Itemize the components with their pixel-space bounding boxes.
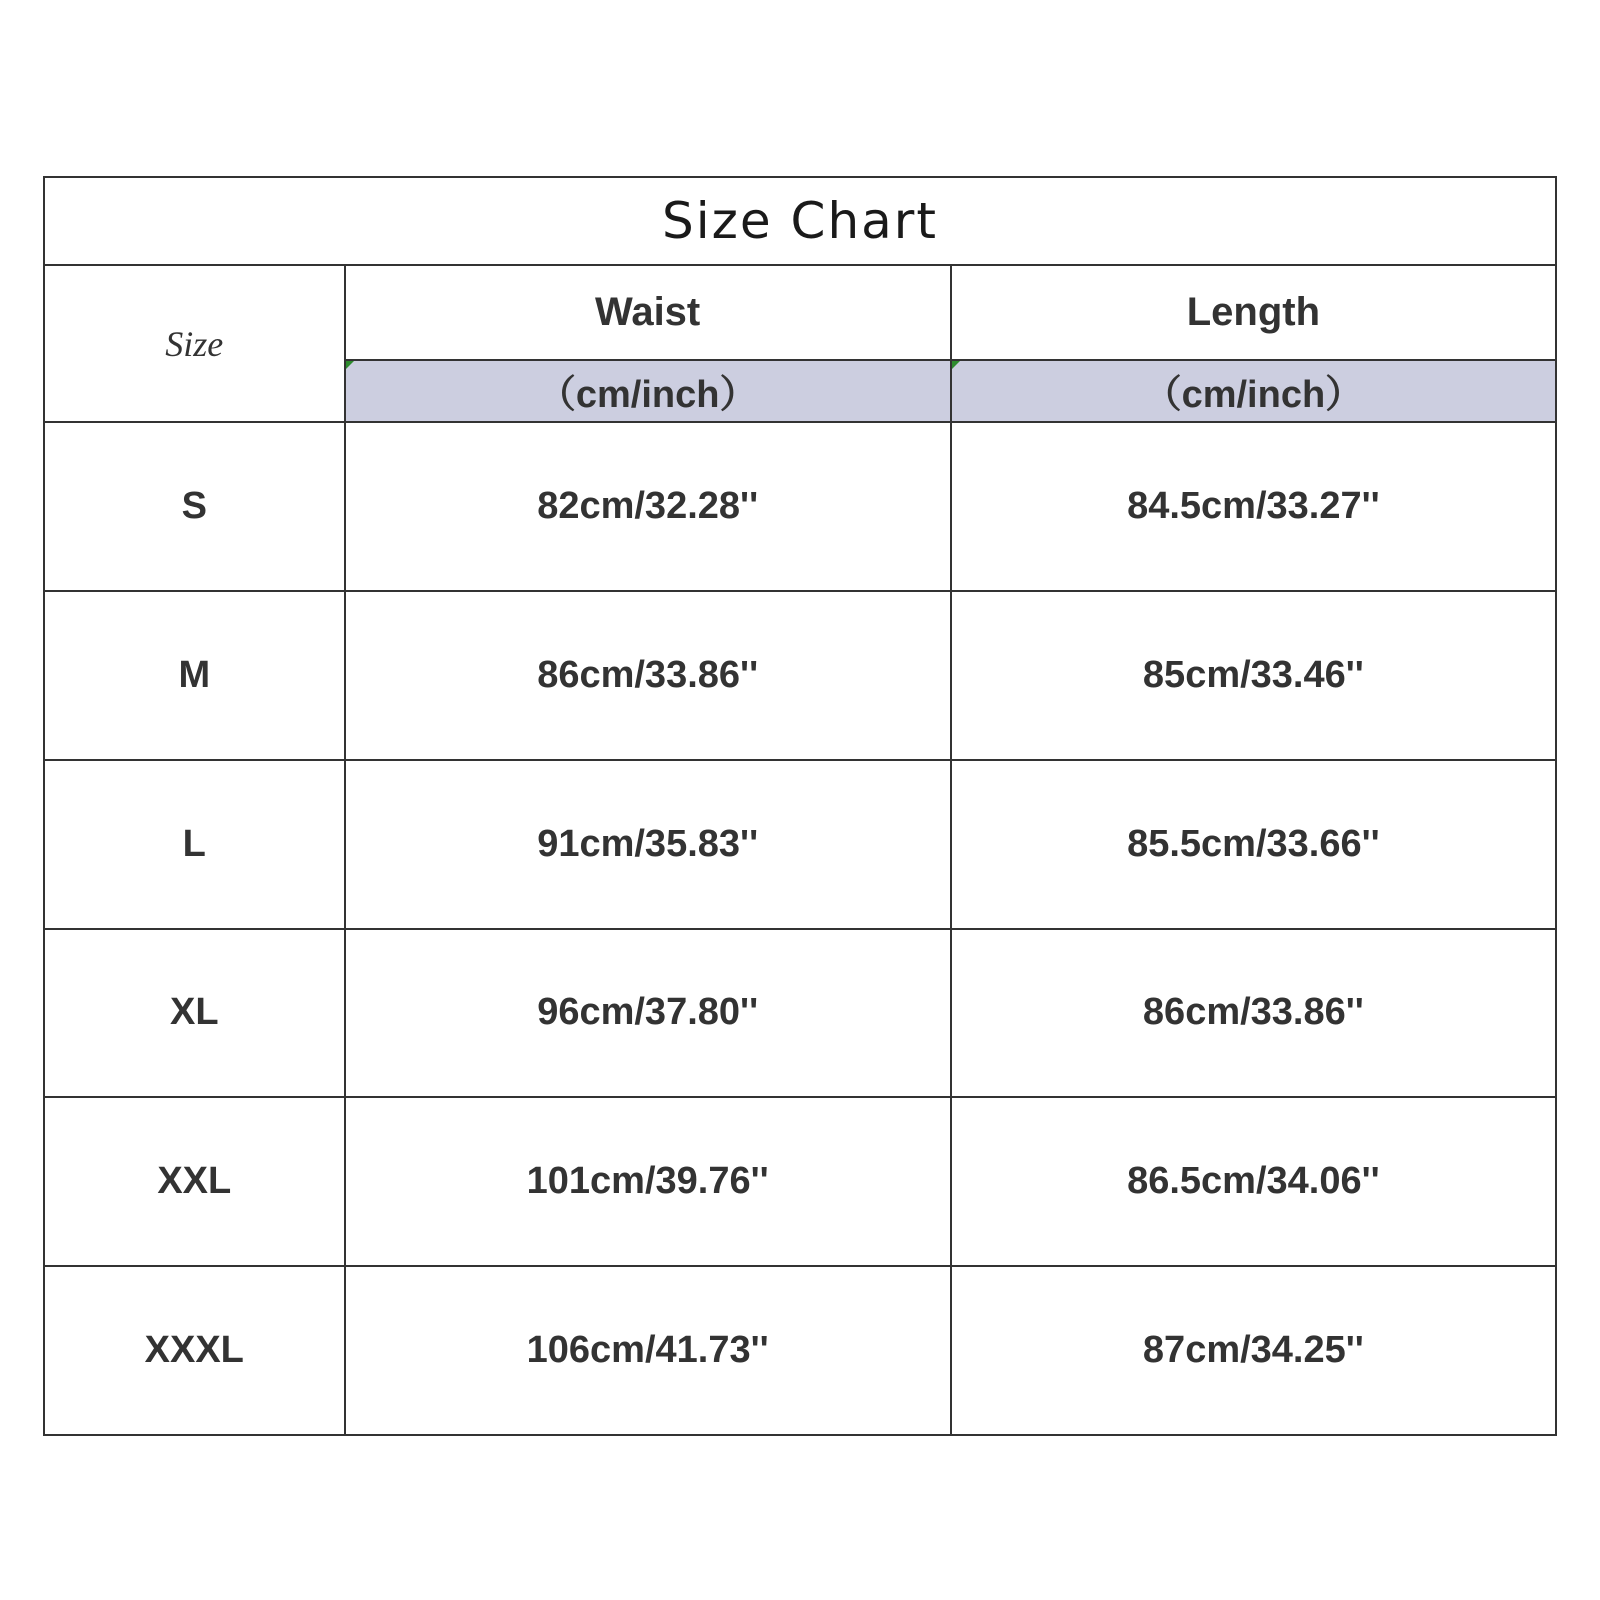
cell-corner-marker (952, 361, 960, 369)
column-header-row (44, 265, 1556, 359)
length-value: 84.5cm/33.27'' (951, 422, 1556, 591)
length-unit-cell (951, 360, 1556, 422)
waist-value: 96cm/37.80'' (345, 929, 951, 1098)
size-column-header: Size (44, 265, 345, 422)
length-value: 86.5cm/34.06'' (951, 1097, 1556, 1266)
waist-value: 91cm/35.83'' (345, 760, 951, 929)
waist-value: 101cm/39.76'' (345, 1097, 951, 1266)
title-row (44, 177, 1556, 265)
waist-column-header: Waist (345, 265, 951, 359)
size-label: XL (44, 929, 345, 1098)
waist-value: 86cm/33.86'' (345, 591, 951, 760)
length-value: 85cm/33.46'' (951, 591, 1556, 760)
table-row (44, 591, 1556, 760)
length-value: 87cm/34.25'' (951, 1266, 1556, 1435)
length-value: 86cm/33.86'' (951, 929, 1556, 1098)
table-row (44, 1266, 1556, 1435)
waist-value: 82cm/32.28'' (345, 422, 951, 591)
table-row (44, 1097, 1556, 1266)
size-label: XXXL (44, 1266, 345, 1435)
length-unit-label: （cm/inch） (1143, 374, 1364, 417)
length-value: 85.5cm/33.66'' (951, 760, 1556, 929)
size-label: S (44, 422, 345, 591)
waist-value: 106cm/41.73'' (345, 1266, 951, 1435)
cell-corner-marker (346, 361, 354, 369)
table-row (44, 422, 1556, 591)
table-row (44, 760, 1556, 929)
size-label: XXL (44, 1097, 345, 1266)
size-chart-table (43, 176, 1557, 1436)
waist-unit-cell (345, 360, 951, 422)
table-row (44, 929, 1556, 1098)
waist-unit-label: （cm/inch） (537, 374, 758, 417)
length-column-header: Length (951, 265, 1556, 359)
size-label: L (44, 760, 345, 929)
size-label: M (44, 591, 345, 760)
table-title: Size Chart (44, 177, 1556, 265)
